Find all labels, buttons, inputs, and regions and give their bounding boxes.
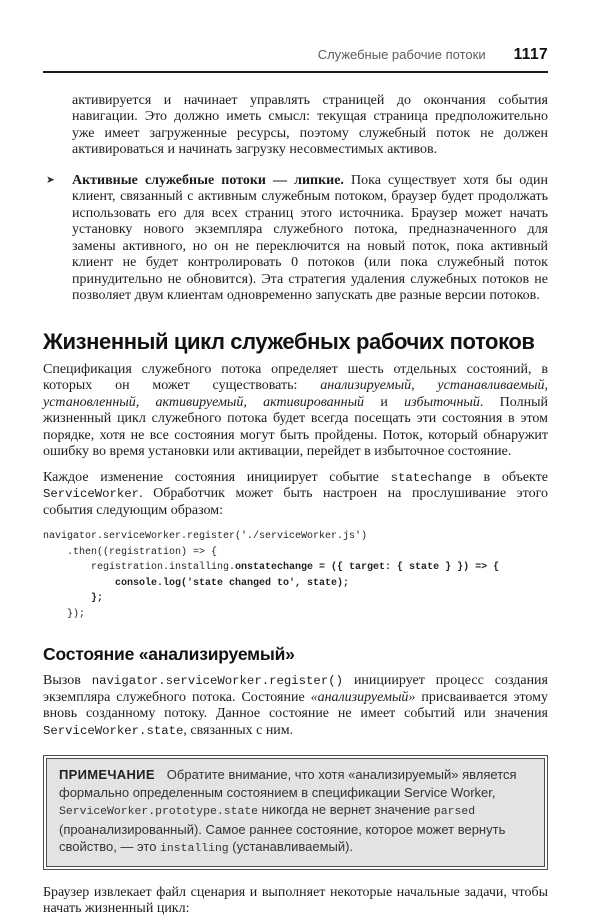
section-heading: Жизненный цикл служебных рабочих потоков <box>43 328 535 354</box>
page-header <box>43 46 548 64</box>
lifecycle-paragraph: Спецификация служебного потока определяет шесть отдельных состояний, в которых он может существовать: анализируемый, устанавливаемый, установленный, активируемый, активированный и избыточный. Полный жизненный цикл служебного потока будет всегда посещать эти состояния в этом порядке, хотя не все состояния могут быть пройдены. Поток, который обнаружит ошибку во время установки или активации, перейдет в избыточное состояние. <box>43 361 548 460</box>
parsed-state-paragraph: Вызов navigator.serviceWorker.register() инициирует процесс создания экземпляра служебного потока. Состояние «анализируемый» присваивается этому вновь созданному потоку. Данное состояние не имеет событий или значения ServiceWorker.state, связанных с ним. <box>43 673 548 738</box>
intro-paragraph: активируется и начинает управлять страницей до окончания события навигации. Это должно иметь смысл: текущая страница предположительно уже имеет загруженные ресурсы, поэтому служебный поток не должен активироваться и начинать загрузку несовместимых активов. <box>72 92 548 158</box>
note-text: Обратите внимание, что хотя «анализируемый» является формально определенным состоянием в спецификации Service Worker, ServiceWorker.prototype.state никогда не вернет значение parsed (проанализированный). Самое раннее состояние, которое может вернуть свойство, — это installing (устанавливаемый). <box>59 767 517 856</box>
note-box <box>43 755 548 870</box>
code-line: }); <box>43 608 86 620</box>
code-line: registration.installing.onstatechange = ({ target: { state } }) => { <box>43 562 500 574</box>
subsection-heading: Состояние «анализируемый» <box>43 644 295 665</box>
page-number: 1117 <box>513 46 548 63</box>
note-label: ПРИМЕЧАНИЕ <box>59 767 155 783</box>
code-line: console.log('state changed to', state); <box>43 577 350 589</box>
code-line: navigator.serviceWorker.register('./serviceWorker.js') <box>43 531 368 543</box>
running-title: Служебные рабочие потоки <box>317 47 486 62</box>
closing-paragraph: Браузер извлекает файл сценария и выполняет некоторые начальные задачи, чтобы начать жизненный цикл: <box>43 884 548 917</box>
statechange-paragraph: Каждое изменение состояния инициирует событие statechange в объекте ServiceWorker. Обработчик может быть настроен на прослушивание этого события следующим образом: <box>43 469 548 518</box>
code-line: }; <box>43 593 104 605</box>
code-line: .then((registration) => { <box>43 546 218 558</box>
bullet-item-text: Активные служебные потоки — липкие. Пока существует хотя бы один клиент, связанный с активным служебным потоком, браузер будет продолжать использовать его для всех страниц этого источника. Браузер может начать установку нового экземпляра служебного потока, предназначенного для замены активного, но он не переключится на новый поток, пока активный клиент не будет контролировать 0 потоков (или пока служебный поток принудительно не обновится). Эта стратегия удаления служебных потоков не позволяет двум клиентам одновременно запускать две разные версии потоков. <box>72 172 548 304</box>
arrow-bullet-icon: ➤ <box>46 174 55 187</box>
header-rule <box>43 71 548 73</box>
code-block <box>43 529 548 622</box>
bullet-list-item <box>46 172 548 305</box>
